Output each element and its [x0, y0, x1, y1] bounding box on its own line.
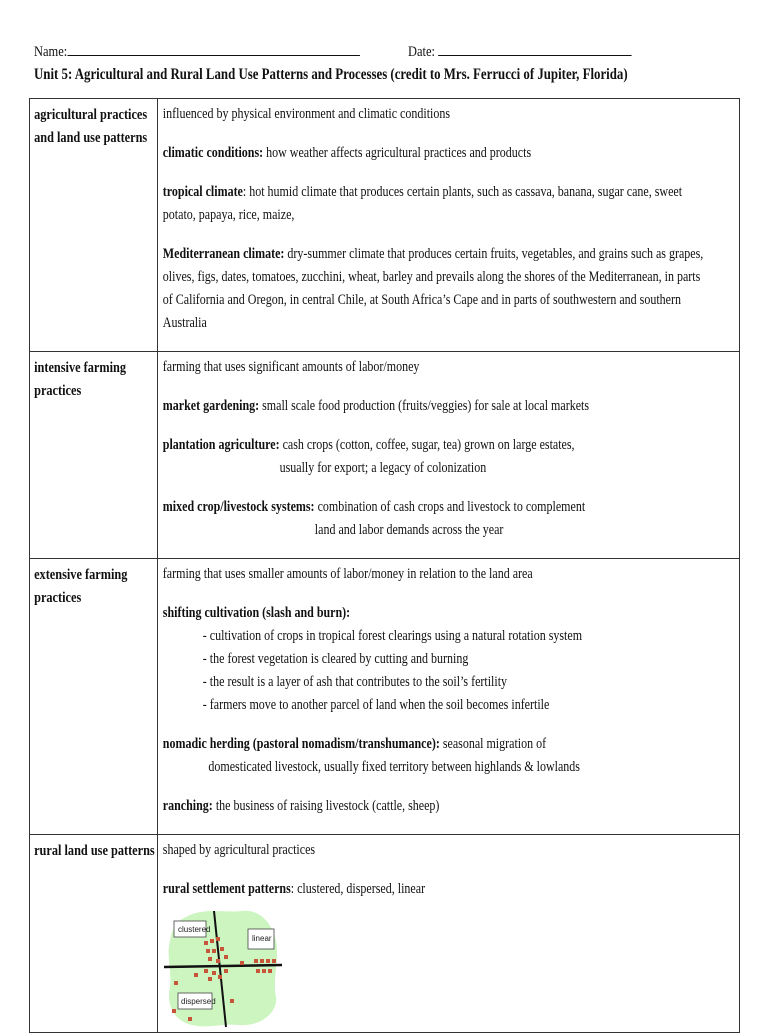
bullet-item: - the forest vegetation is cleared by cutting and burning — [202, 651, 469, 667]
name-label: Name: — [34, 44, 68, 60]
definition-term: shifting cultivation (slash and burn): — [162, 605, 351, 621]
intro-text: shaped by agricultural practices — [162, 842, 316, 858]
table-row — [30, 352, 740, 559]
definition-cell — [158, 559, 740, 835]
definition-item — [163, 243, 711, 335]
definition-term: rural settlement patterns — [162, 881, 291, 897]
definition-term: nomadic herding (pastoral nomadism/transhumance): — [162, 736, 440, 752]
definition-cell — [158, 835, 740, 1033]
definition-item — [163, 733, 711, 779]
term-cell — [30, 559, 158, 835]
term-line: practices — [34, 590, 82, 606]
definition-term: tropical climate — [162, 184, 243, 200]
page-title: Unit 5: Agricultural and Rural Land Use Patterns and Processes (credit to Mrs. Ferrucci of Jupiter, Florida) — [34, 66, 628, 83]
intro-text: farming that uses significant amounts of labor/money — [162, 359, 420, 375]
notes-table — [29, 98, 740, 1033]
table-row — [30, 559, 740, 835]
term-line: practices — [34, 383, 82, 399]
date-label: Date: — [408, 44, 436, 60]
table-row — [30, 835, 740, 1033]
term-line: and land use patterns — [34, 130, 148, 146]
date-blank[interactable] — [438, 41, 632, 56]
settlement-patterns-map — [164, 909, 282, 1029]
term-label — [30, 99, 148, 150]
name-blank[interactable] — [67, 41, 359, 56]
definition-text: combination of cash crops and livestock to complement — [314, 499, 586, 515]
term-cell — [30, 352, 158, 559]
definition-text: how weather affects agricultural practices and products — [263, 145, 532, 161]
term-label — [30, 352, 134, 403]
definition-continuation: land and labor demands across the year — [314, 522, 504, 538]
definition-term: mixed crop/livestock systems: — [162, 499, 315, 515]
term-line: intensive farming — [34, 360, 127, 376]
name-line — [34, 41, 360, 61]
linear-label: linear — [252, 934, 272, 943]
definition-item — [163, 181, 711, 227]
bullet-item: - farmers move to another parcel of land when the soil becomes infertile — [202, 697, 550, 713]
term-line: extensive farming — [34, 567, 128, 583]
table-row — [30, 99, 740, 352]
definition-term: ranching: — [162, 798, 213, 814]
settlement-map-illustration — [164, 909, 282, 1031]
term-line: rural land use patterns — [34, 843, 155, 859]
term-label — [30, 559, 134, 610]
intro-text: influenced by physical environment and climatic conditions — [162, 106, 451, 122]
term-cell — [30, 99, 158, 352]
bullet-item: - cultivation of crops in tropical forest clearings using a natural rotation system — [202, 628, 583, 644]
definition-text: dry-summer climate that produces certain fruits, vegetables, and grains such as grapes, olives, figs, dates, tomatoes, zucchini, wheat, barley and prevails along the shores of the Mediterranean, in parts of California and Oregon, in central Chile, at South Africa’s Cape and in parts of southwestern and southern Australia — [162, 246, 704, 331]
definition-item — [163, 434, 711, 480]
definition-item — [163, 795, 711, 818]
definition-cell — [158, 352, 740, 559]
definition-continuation: domesticated livestock, usually fixed territory between highlands & lowlands — [208, 759, 580, 775]
definition-term: Mediterranean climate: — [162, 246, 285, 262]
definition-term: climatic conditions: — [162, 145, 264, 161]
definition-item — [163, 496, 711, 542]
definition-text: small scale food production (fruits/veggies) for sale at local markets — [259, 398, 590, 414]
term-line: agricultural practices — [34, 107, 148, 123]
clustered-label: clustered — [178, 925, 211, 934]
definition-item — [163, 142, 711, 165]
definition-text: cash crops (cotton, coffee, sugar, tea) grown on large estates, — [279, 437, 575, 453]
definition-cell — [158, 99, 740, 352]
definition-term: market gardening: — [162, 398, 260, 414]
term-label — [30, 835, 155, 863]
definition-item — [163, 602, 711, 625]
dispersed-label: dispersed — [181, 997, 216, 1006]
definition-continuation: usually for export; a legacy of colonization — [279, 460, 487, 476]
definition-term: plantation agriculture: — [162, 437, 280, 453]
definition-item — [163, 878, 711, 901]
definition-text: the business of raising livestock (cattle, sheep) — [212, 798, 440, 814]
definition-text: seasonal migration of — [439, 736, 547, 752]
term-cell — [30, 835, 158, 1033]
definition-item — [163, 395, 711, 418]
intro-text: farming that uses smaller amounts of labor/money in relation to the land area — [162, 566, 533, 582]
bullet-item: - the result is a layer of ash that contributes to the soil’s fertility — [202, 674, 508, 690]
date-line — [408, 41, 632, 61]
definition-text: : clustered, dispersed, linear — [290, 881, 426, 897]
definition-text: : hot humid climate that produces certain plants, such as cassava, banana, sugar cane, sweet potato, papaya, rice, maize, — [162, 184, 683, 223]
